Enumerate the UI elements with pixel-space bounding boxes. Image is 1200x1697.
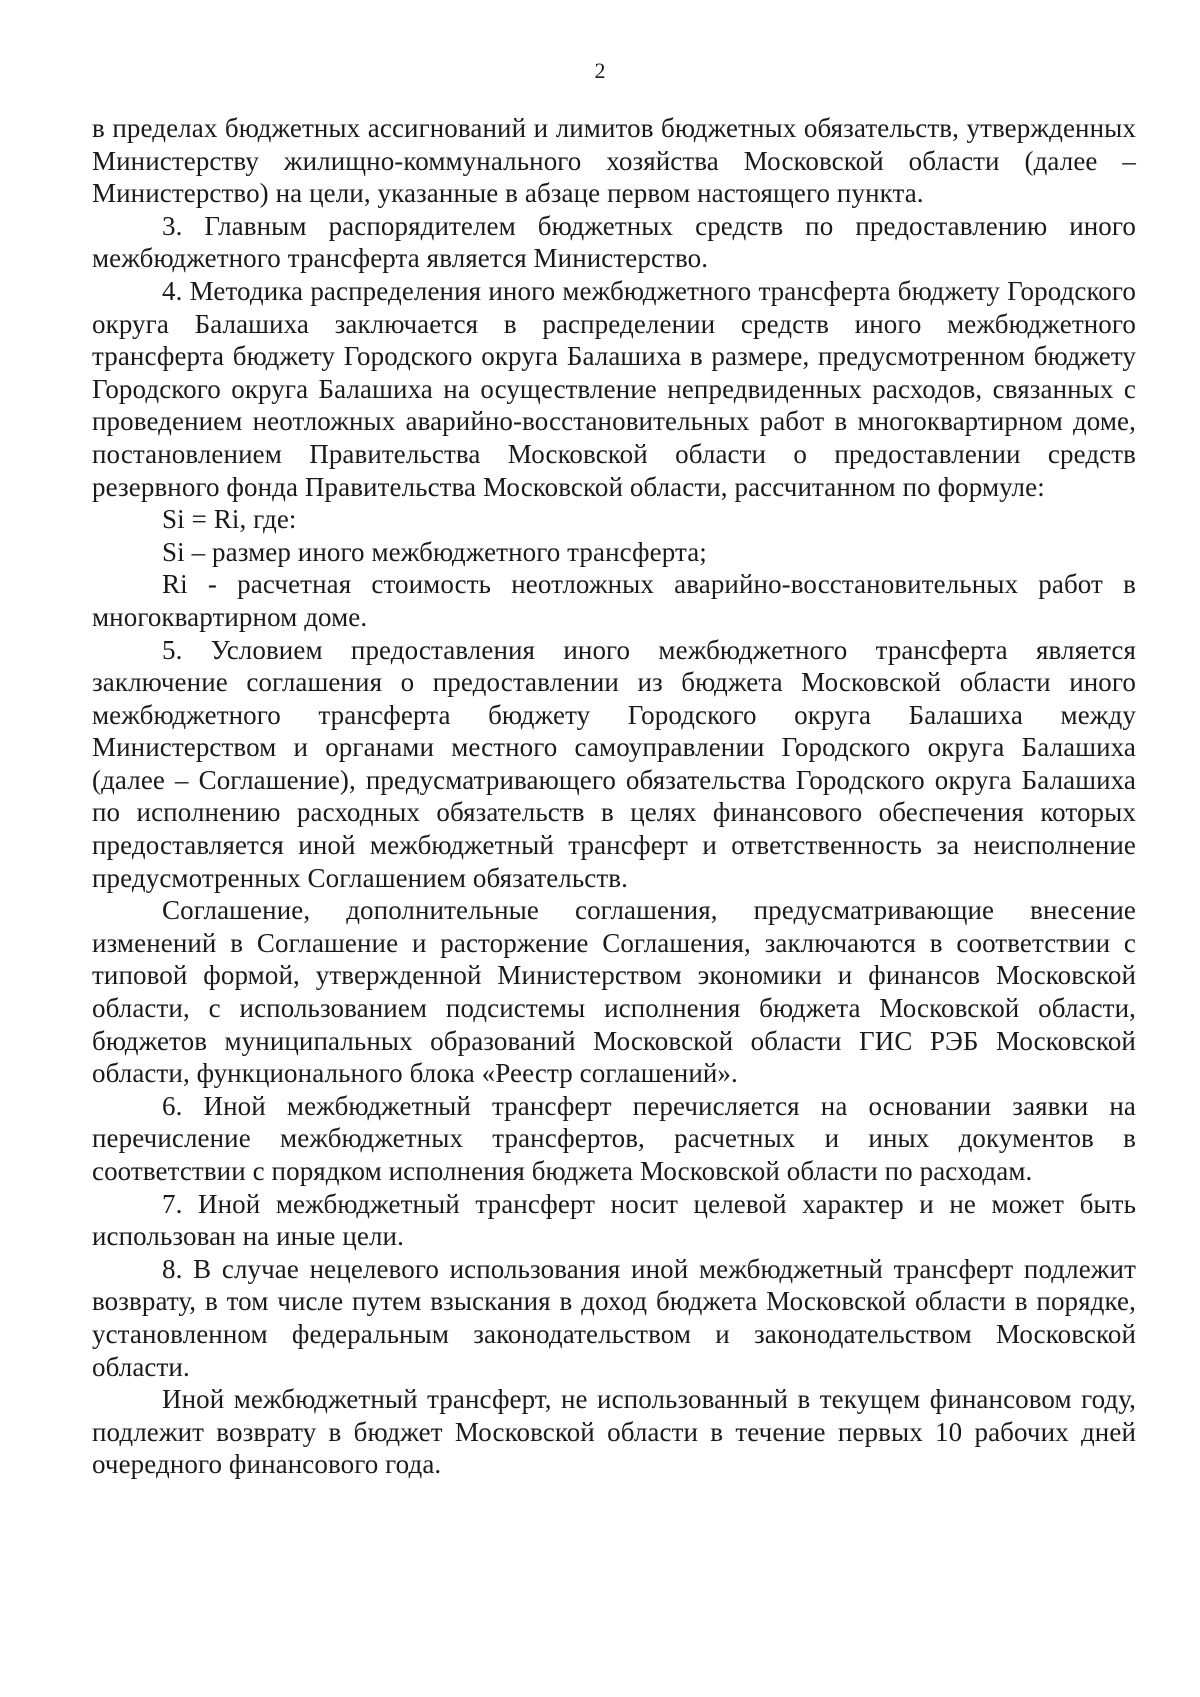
paragraph-item-5: 5. Условием предоставления иного межбюджетного трансферта является заключение соглашения о предоставлении из бюджета Московской области иного межбюджетного трансферта бюджету Городского округа Балашиха между Министерством и органами местного самоуправлении Городского округа Балашиха (далее – Соглашение), предусматривающего обязательства Городского округа Балашиха по исполнению расходных обязательств в целях финансового обеспечения которых предоставляется иной межбюджетный трансферт и ответственность за неисполнение предусмотренных Соглашением обязательств.: [92, 634, 1136, 893]
paragraph-item-7: 7. Иной межбюджетный трансферт носит целевой характер и не может быть использован на иные цели.: [92, 1188, 1136, 1252]
paragraph-return: Иной межбюджетный трансферт, не использованный в текущем финансовом году, подлежит возврату в бюджет Московской области в течение первых 10 рабочих дней очередного финансового года.: [92, 1384, 1136, 1480]
paragraph-formula-si: Si – размер иного межбюджетного трансферта;: [162, 536, 707, 567]
paragraph-formula: Si = Ri, где:: [162, 504, 297, 535]
page-number: 2: [594, 58, 606, 83]
paragraph-item-4: 4. Методика распределения иного межбюджетного трансферта бюджету Городского округа Балашиха заключается в распределении средств иного межбюджетного трансферта бюджету Городского округа Балашиха в размере, предусмотренном бюджету Городского округа Балашиха на осуществление непредвиденных расходов, связанных с проведением неотложных аварийно-восстановительных работ в многоквартирном доме, постановлением Правительства Московской области о предоставлении средств резервного фонда Правительства Московской области, рассчитанном по формуле:: [92, 275, 1136, 502]
paragraph-item-3: 3. Главным распорядителем бюджетных средств по предоставлению иного межбюджетного трансферта является Министерство.: [92, 210, 1136, 274]
paragraph-agreement: Соглашение, дополнительные соглашения, предусматривающие внесение изменений в Соглашение и расторжение Соглашения, заключаются в соответствии с типовой формой, утвержденной Министерством экономики и финансов Московской области, с использованием подсистемы исполнения бюджета Московской области, бюджетов муниципальных образований Московской области ГИС РЭБ Московской области, функционального блока «Реестр соглашений».: [92, 895, 1136, 1089]
paragraph-budget-allocations: в пределах бюджетных ассигнований и лимитов бюджетных обязательств, утвержденных Министерству жилищно-коммунального хозяйства Московской области (далее – Министерство) на цели, указанные в абзаце первом настоящего пункта.: [92, 113, 1136, 209]
paragraph-item-8: 8. В случае нецелевого использования иной межбюджетный трансферт подлежит возврату, в том числе путем взыскания в доход бюджета Московской области в порядке, установленном федеральным законодательством и законодательством Московской области.: [92, 1253, 1136, 1382]
paragraph-formula-ri: Ri - расчетная стоимость неотложных аварийно-восстановительных работ в многоквартирном доме.: [92, 569, 1136, 632]
paragraph-item-6: 6. Иной межбюджетный трансферт перечисляется на основании заявки на перечисление межбюджетных трансфертов, расчетных и иных документов в соответствии с порядком исполнения бюджета Московской области по расходам.: [92, 1090, 1136, 1186]
document-body: [92, 112, 1136, 1481]
